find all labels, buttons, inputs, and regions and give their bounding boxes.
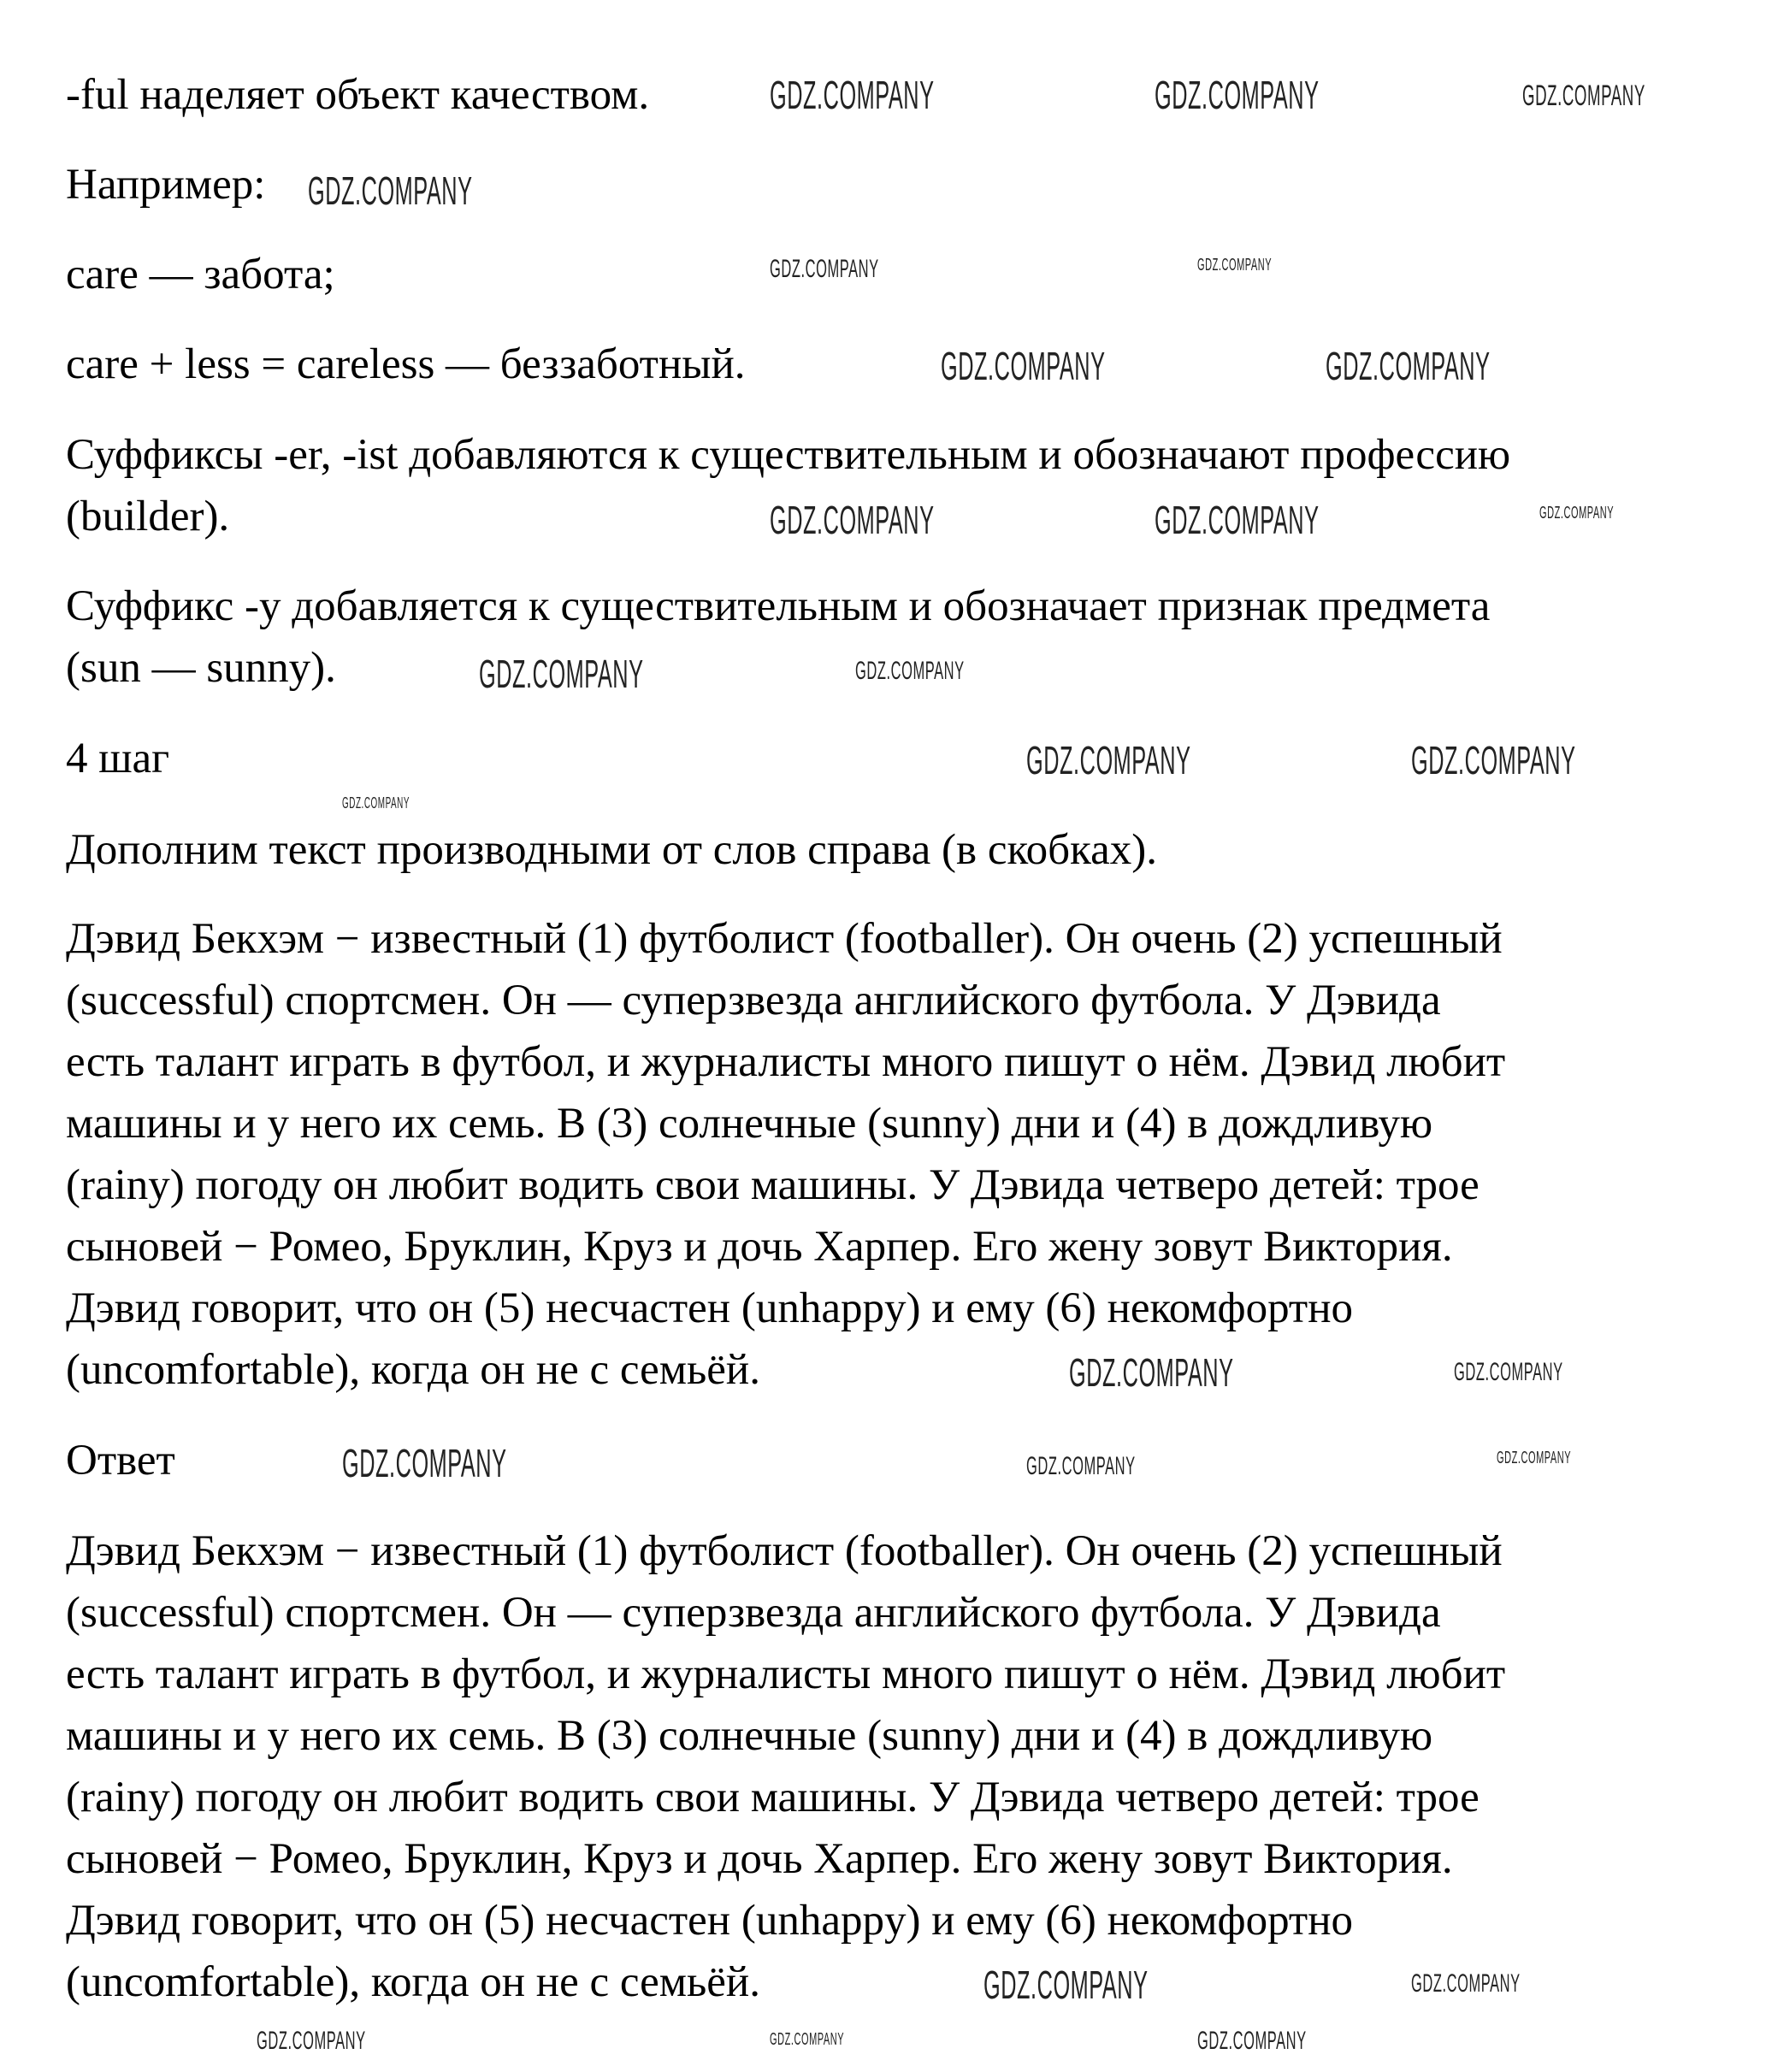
watermark: GDZ.COMPANY [1026,1452,1136,1480]
watermark: GDZ.COMPANY [1026,738,1191,782]
text-line: (sun — sunny). [66,644,336,692]
watermark: GDZ.COMPANY [1497,1449,1572,1467]
watermark: GDZ.COMPANY [855,657,965,685]
watermark: GDZ.COMPANY [1326,344,1491,388]
watermark: GDZ.COMPANY [1522,80,1645,112]
text-line: Ответ [66,1437,175,1485]
paragraph [66,1430,175,1491]
text-line: есть талант играть в футбол, и журналисты много пишут о нём. Дэвид любит [66,1038,1506,1086]
text-line: Дополним текст производными от слов справа (в скобках). [66,826,1157,874]
watermark: GDZ.COMPANY [342,1441,507,1485]
watermark: GDZ.COMPANY [479,652,644,696]
text-line: (successful) спортсмен. Он — суперзвезда английского футбола. У Дэвида [66,1589,1441,1637]
watermark: GDZ.COMPANY [1069,1350,1234,1395]
text-line: сыновей − Ромео, Бруклин, Круз и дочь Харпер. Его жену зовут Виктория. [66,1223,1453,1271]
text-line: Дэвид Бекхэм − известный (1) футболист (footballer). Он очень (2) успешный [66,1527,1503,1575]
paragraph [66,154,265,215]
watermark: GDZ.COMPANY [1197,2027,1307,2055]
text-line: Дэвид Бекхэм − известный (1) футболист (footballer). Он очень (2) успешный [66,915,1503,963]
text-line: машины и у него их семь. В (3) солнечные (sunny) дни и (4) в дождливую [66,1100,1433,1148]
watermark: GDZ.COMPANY [1197,256,1273,274]
text-line: есть талант играть в футбол, и журналисты много пишут о нём. Дэвид любит [66,1650,1506,1698]
paragraph [66,244,335,305]
watermark: GDZ.COMPANY [1539,504,1615,522]
watermark: GDZ.COMPANY [308,168,473,213]
watermark: GDZ.COMPANY [770,498,935,542]
text-line: сыновей − Ромео, Бруклин, Круз и дочь Харпер. Его жену зовут Виктория. [66,1835,1453,1883]
paragraph [66,728,169,789]
paragraph [66,576,1490,699]
watermark: GDZ.COMPANY [941,344,1106,388]
watermark: GDZ.COMPANY [1411,1969,1521,1998]
watermark: GDZ.COMPANY [770,255,879,283]
text-line: Суффиксы -er, -ist добавляются к существительным и обозначают профессию [66,431,1511,479]
watermark: GDZ.COMPANY [1155,73,1320,117]
watermark: GDZ.COMPANY [342,794,410,812]
text-line: care — забота; [66,251,335,298]
watermark: GDZ.COMPANY [1411,738,1576,782]
text-line: -ful наделяет объект качеством. [66,71,650,119]
watermark: GDZ.COMPANY [1454,1358,1563,1386]
watermark: GDZ.COMPANY [770,73,935,117]
text-line: (builder). [66,493,230,540]
text-line: Дэвид говорит, что он (5) несчастен (unhappy) и ему (6) некомфортно [66,1284,1353,1332]
paragraph [66,1520,1505,2013]
text-line: Суффикс -y добавляется к существительным и обозначает признак предмета [66,582,1491,630]
text-line: (successful) спортсмен. Он — суперзвезда английского футбола. У Дэвида [66,977,1441,1024]
watermark: GDZ.COMPANY [770,2030,845,2049]
text-line: 4 шаг [66,735,170,782]
watermark: GDZ.COMPANY [983,1963,1149,2007]
text-line: (rainy) погоду он любит водить свои машины. У Дэвида четверо детей: трое [66,1774,1480,1821]
text-line: Например: [66,161,266,209]
watermark: GDZ.COMPANY [257,2027,366,2055]
paragraph [66,64,649,126]
paragraph [66,908,1505,1401]
text-line: (rainy) погоду он любит водить свои машины. У Дэвида четверо детей: трое [66,1161,1480,1209]
text-line: Дэвид говорит, что он (5) несчастен (unhappy) и ему (6) некомфортно [66,1897,1353,1945]
text-line: care + less = careless — беззаботный. [66,340,746,388]
text-line: машины и у него их семь. В (3) солнечные (sunny) дни и (4) в дождливую [66,1712,1433,1760]
text-line: (uncomfortable), когда он не с семьёй. [66,1958,760,2006]
text-line: (uncomfortable), когда он не с семьёй. [66,1346,760,1394]
paragraph [66,819,1157,881]
watermark: GDZ.COMPANY [1155,498,1320,542]
paragraph [66,334,746,395]
